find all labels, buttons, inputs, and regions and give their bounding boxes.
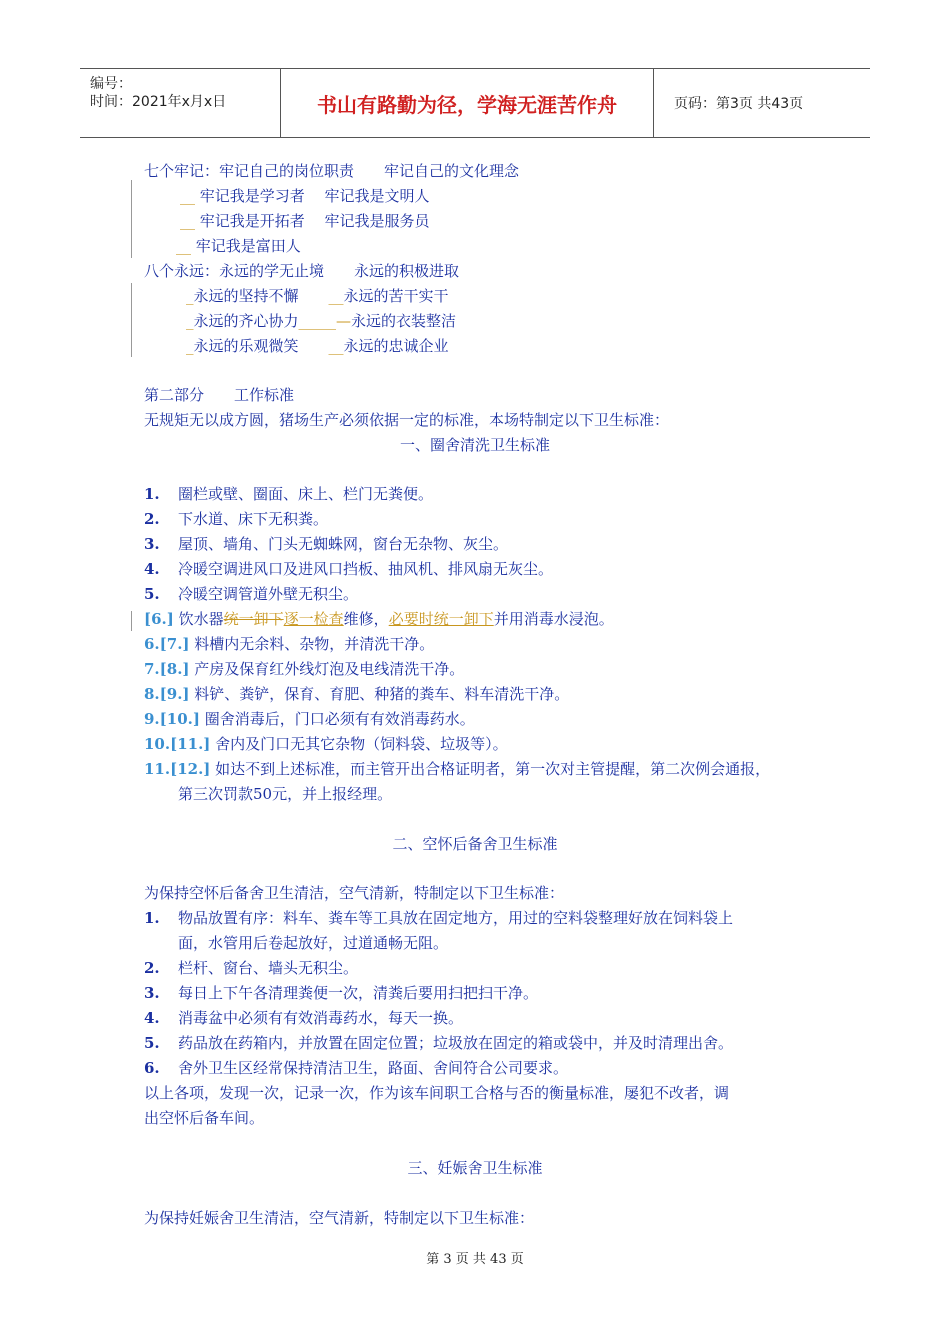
seven-remember-item: __ 牢记我是学习者 牢记我是文明人 [180,187,430,205]
eight-forever-item: _永远的齐心协力_____—永远的衣装整洁 [186,312,457,330]
section2-item: 6. 舍外卫生区经常保持清洁卫生，路面、舍间符合公司要求。 [144,1059,569,1077]
section1-item: 10.[11.] 舍内及门口无其它杂物（饲料袋、垃圾等）。 [144,735,508,753]
eight-forever-item: _永远的乐观微笑 __永远的忠诚企业 [186,337,449,355]
seven-remember-item: __ 牢记我是富田人 [176,237,301,255]
section2-title: 二、空怀后备舍卫生标准 [392,835,558,853]
section1-item: 4. 冷暖空调进风口及进风口挡板、抽风机、排风扇无灰尘。 [144,560,554,578]
section1-item: 5. 冷暖空调管道外壁无积尘。 [144,585,359,603]
page-header [80,68,870,138]
section3-intro: 为保持妊娠舍卫生清洁，空气清新，特制定以下卫生标准： [144,1209,535,1227]
section2-item: 5. 药品放在药箱内，并放置在固定位置；垃圾放在固定的箱或袋中，并及时清理出舍。 [144,1034,734,1052]
section1-item: 6.[7.] 料槽内无余料、杂物，并清洗干净。 [144,635,435,653]
section1-item: 1. 圈栏或壁、圈面、床上、栏门无粪便。 [144,485,434,503]
page-footer: 第 3 页 共 43 页 [426,1252,524,1267]
code-label: 编号： [90,76,132,92]
section2-item: 2. 栏杆、窗台、墙头无积尘。 [144,959,359,977]
section1-item: 7.[8.] 产房及保育红外线灯泡及电线清洗干净。 [144,660,465,678]
section2-closing: 以上各项，发现一次，记录一次，作为该车间职工合格与否的衡量标准，屡犯不改者，调 [144,1084,730,1102]
eight-forever-item: _永远的坚持不懈 __永远的苦干实干 [186,287,449,305]
section2-item-continuation: 面，水管用后卷起放好，过道通畅无阻。 [178,934,449,952]
header-page-label [664,69,870,137]
margin-bar [131,283,132,357]
section1-item-continuation: 第三次罚款50元，并上报经理。 [178,785,393,803]
section2-item: 1. 物品放置有序：料车、粪车等工具放在固定地方，用过的空料袋整理好放在饲料袋上 [144,909,734,927]
section1-item: 3. 屋顶、墙角、门头无蜘蛛网，窗台无杂物、灰尘。 [144,535,509,553]
section2-item: 4. 消毒盆中必须有有效消毒药水，每天一换。 [144,1009,464,1027]
section2-intro: 为保持空怀后备舍卫生清洁，空气清新，特制定以下卫生标准： [144,884,565,902]
section1-title: 一、圈舍清洗卫生标准 [399,436,550,454]
margin-bar [131,611,132,631]
section1-item: 2. 下水道、床下无积粪。 [144,510,329,528]
section1-item: 11.[12.] 如达不到上述标准，而主管开出合格证明者，第一次对主管提醒，第二次例会通报， [144,760,771,778]
section2-closing: 出空怀后备车间。 [144,1109,265,1127]
part2-title: 第二部分 工作标准 [144,386,295,404]
section1-item-revised: [6.] 饮水器统一卸下逐一检查维修，必要时统一卸下并用消毒水浸泡。 [144,610,614,628]
seven-remember-line1: 七个牢记：牢记自己的岗位职责 牢记自己的文化理念 [144,162,520,180]
section1-item: 8.[9.] 料铲、粪铲，保育、育肥、种猪的粪车、料车清洗干净。 [144,685,570,703]
part2-intro: 无规矩无以成方圆，猪场生产必须依据一定的标准，本场特制定以下卫生标准： [144,411,670,429]
section1-item: 9.[10.] 圈舍消毒后，门口必须有有效消毒药水。 [144,710,475,728]
eight-forever-line1: 八个永远：永远的学无止境 永远的积极进取 [144,262,460,280]
header-meta-cell [80,69,281,137]
seven-remember-item: __ 牢记我是开拓者 牢记我是服务员 [180,212,430,230]
header-motto: 书山有路勤为径，学海无涯苦作舟 [281,69,654,137]
time-label: 时间：2021年x月x日 [90,94,227,110]
section3-title: 三、妊娠舍卫生标准 [407,1159,543,1177]
margin-bar [131,180,132,258]
page-number-text: 页码：第3页 共43页 [674,96,804,112]
section2-item: 3. 每日上下午各清理粪便一次，清粪后要用扫把扫干净。 [144,984,539,1002]
